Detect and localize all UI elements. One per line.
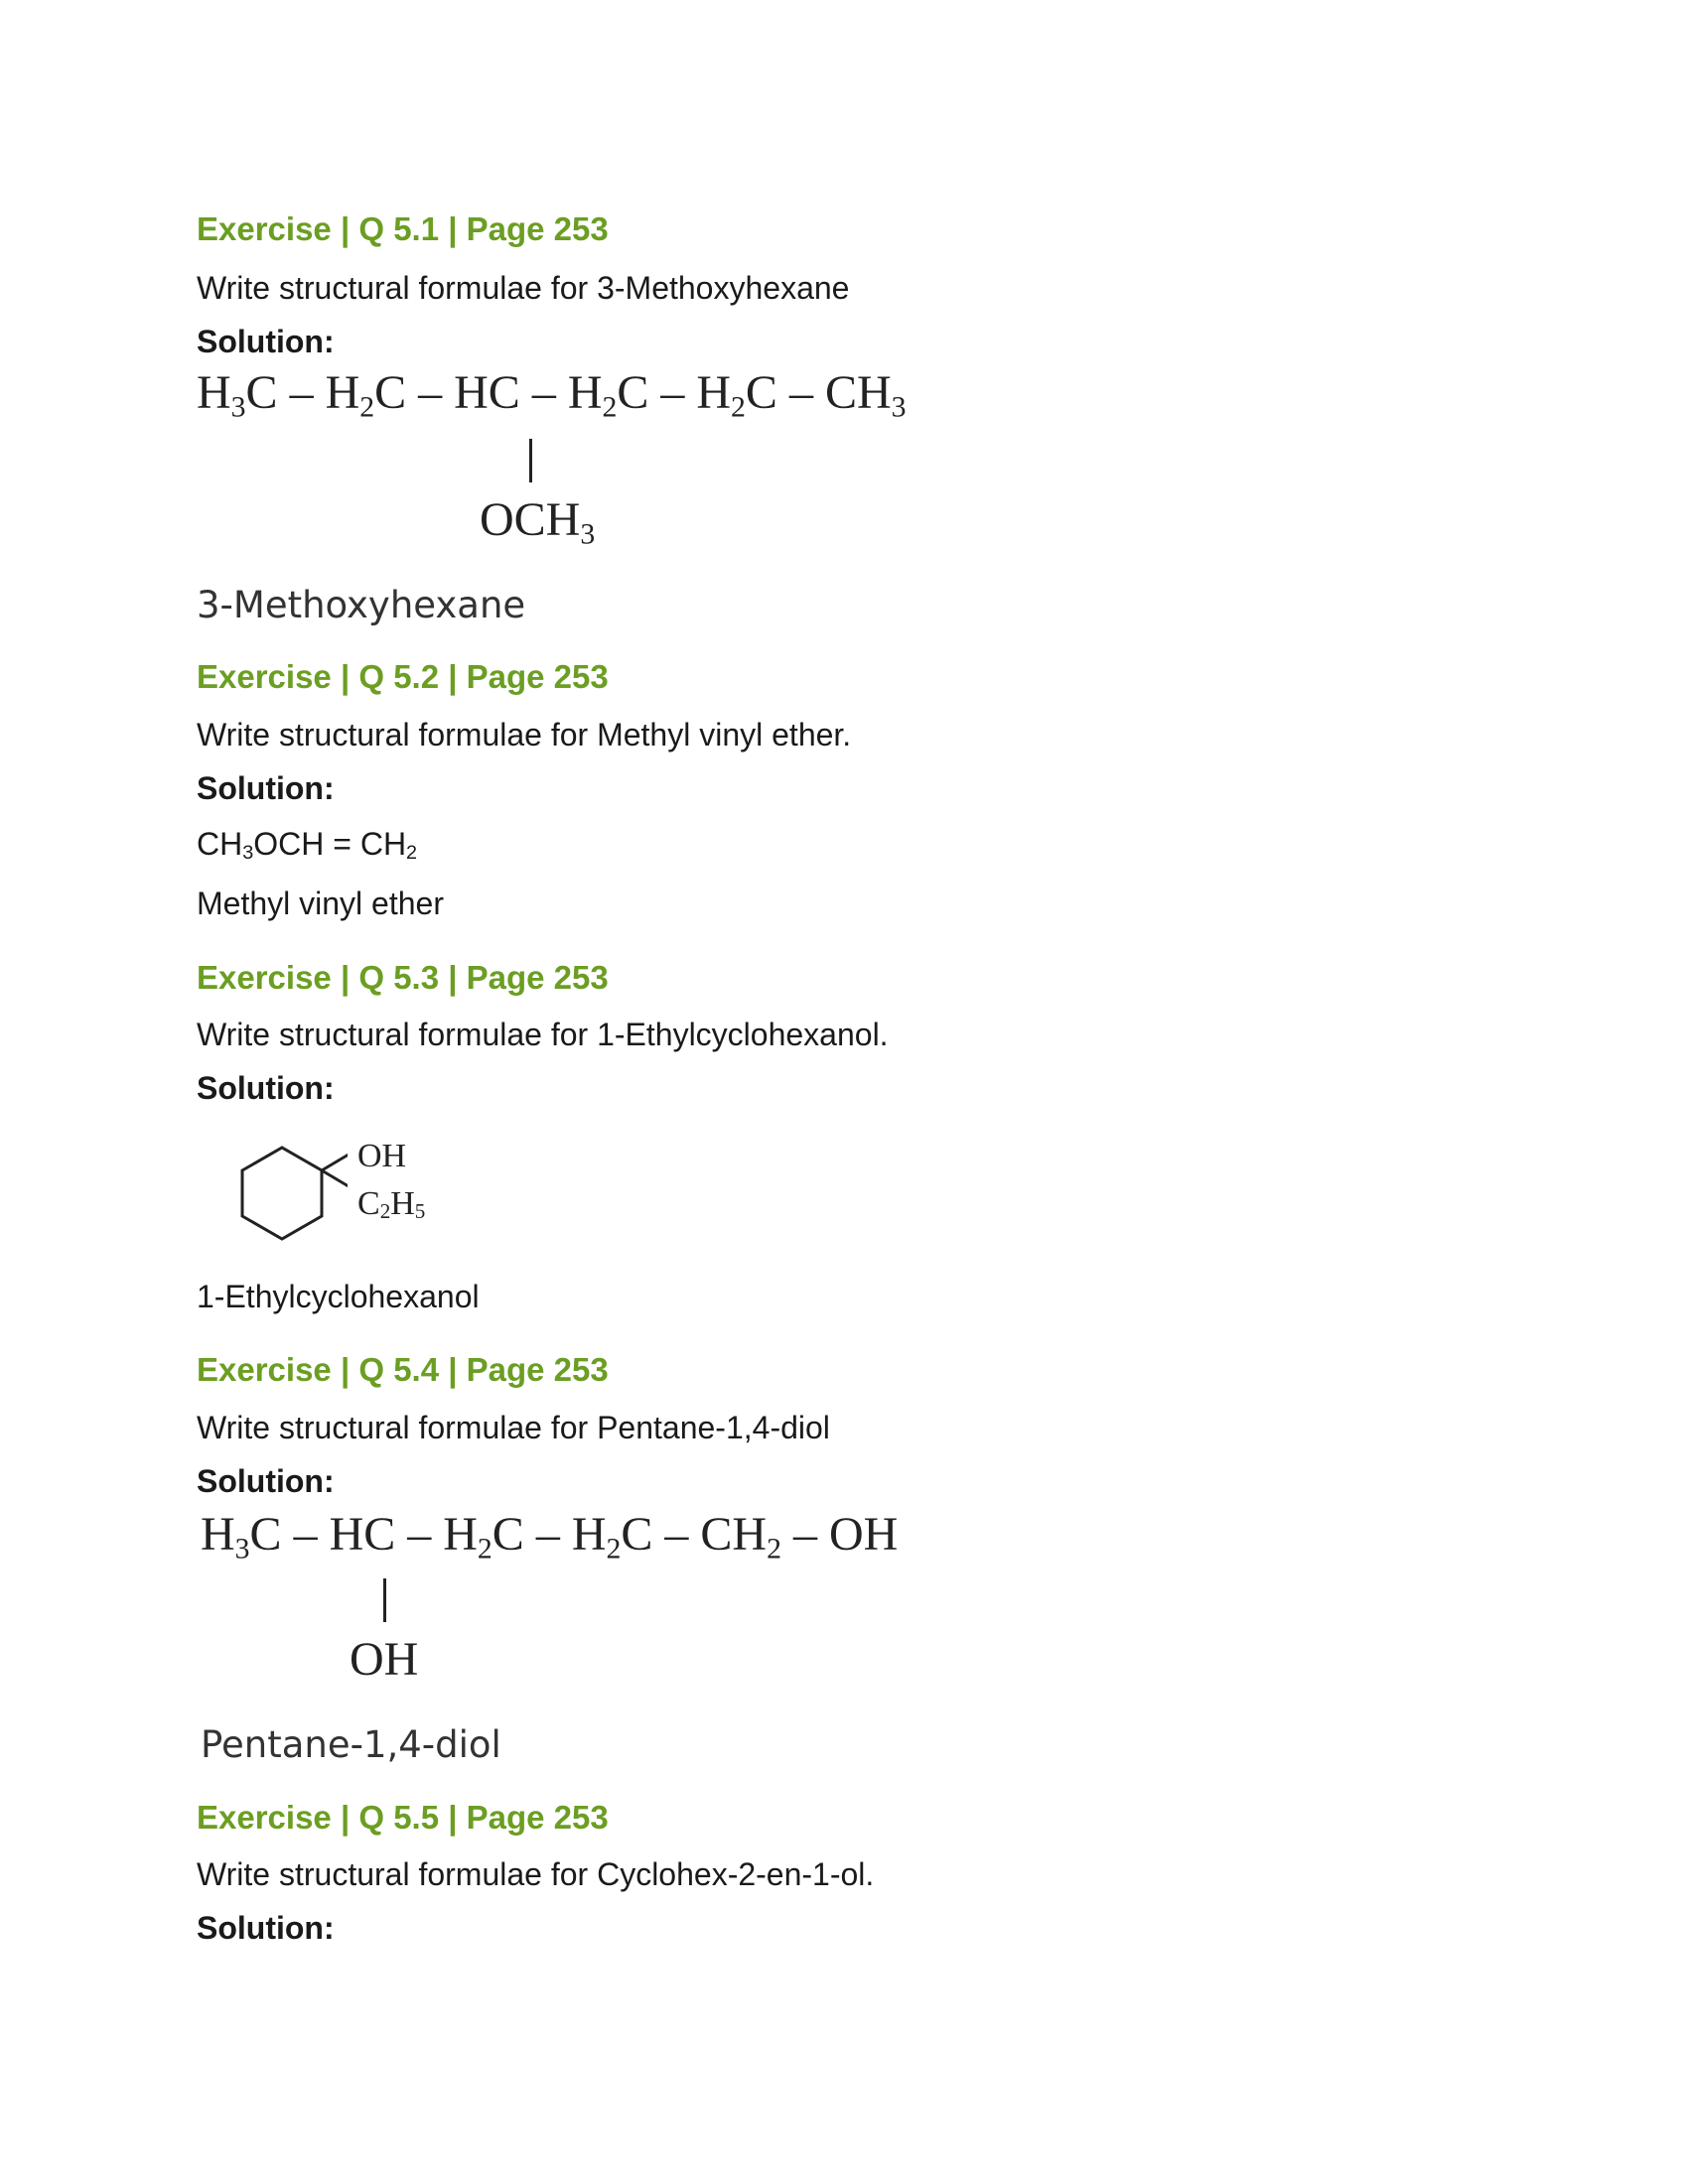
bond-line-5-1 [529,439,532,482]
solution-label-5-3: Solution: [197,1070,335,1106]
bond-line-5-4 [383,1578,386,1622]
exercise-heading-5-3: Exercise | Q 5.3 | Page 253 [197,959,609,996]
structural-formula-5-4: $H_3C$ – HC – $H_2C - H_2C - CH_2$ – OH [201,1508,899,1566]
structural-formula-5-1: $H_3C - H_2C$ – HC – $H_2C - H_2C - CH_3$ [197,366,907,424]
ethyl-label-5-3: $C_2H_5$ [357,1185,426,1224]
structural-formula-5-2: $CH_3OCH = CH_2$ [197,826,418,864]
solution-label-5-2: Solution: [197,770,335,806]
solution-label-5-1: Solution: [197,324,335,359]
substituent-5-1: $OCH_3$ [480,493,596,551]
exercise-heading-5-5: Exercise | Q 5.5 | Page 253 [197,1799,609,1836]
solution-label-5-4: Solution: [197,1463,335,1499]
compound-name-5-2: Methyl vinyl ether [197,886,444,921]
exercise-heading-5-2: Exercise | Q 5.2 | Page 253 [197,658,609,695]
question-text-5-5: Write structural formulae for Cyclohex-2-en-1-ol. [197,1856,875,1892]
exercise-heading-5-1: Exercise | Q 5.1 | Page 253 [197,210,609,247]
solution-label-5-5: Solution: [197,1910,335,1946]
question-text-5-1: Write structural formulae for 3-Methoxyhexane [197,270,850,306]
exercise-heading-5-4: Exercise | Q 5.4 | Page 253 [197,1351,609,1388]
compound-name-5-1: 3-Methoxyhexane [197,584,526,626]
hydroxyl-label-5-3: OH [357,1138,407,1174]
compound-name-5-3: 1-Ethylcyclohexanol [197,1279,480,1314]
question-text-5-2: Write structural formulae for Methyl vinyl ether. [197,717,852,752]
cyclohexane-ring-icon [228,1142,348,1261]
question-text-5-3: Write structural formulae for 1-Ethylcyclohexanol. [197,1017,889,1052]
compound-name-5-4: Pentane-1,4-diol [201,1723,501,1766]
substituent-5-4: OH [350,1633,419,1686]
question-text-5-4: Write structural formulae for Pentane-1,4-diol [197,1410,830,1445]
